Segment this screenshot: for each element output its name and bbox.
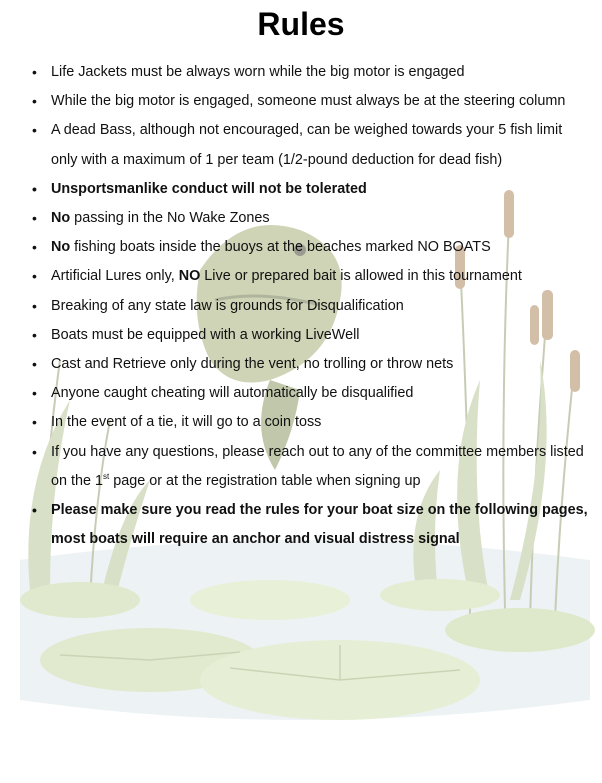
rule-item: • Anyone caught cheating will automatically be disqualified xyxy=(32,379,592,408)
rule-item: • While the big motor is engaged, someone must always be at the steering column xyxy=(32,87,592,116)
rule-item: • No passing in the No Wake Zones xyxy=(32,204,592,233)
rule-item: • A dead Bass, although not encouraged, can be weighed towards your 5 fish limit only with a maximum of 1 per team (1/2-pound deduction for dead fish) xyxy=(32,116,592,174)
page-title: Rules xyxy=(257,6,345,42)
rules-list xyxy=(32,58,592,554)
rule-item: • In the event of a tie, it will go to a coin toss xyxy=(32,408,592,437)
rule-item: • Please make sure you read the rules for your boat size on the following pages, most boats will require an anchor and visual distress signal xyxy=(32,496,592,554)
rule-item: • Boats must be equipped with a working LiveWell xyxy=(32,321,592,350)
rule-item: • Artificial Lures only, NO Live or prepared bait is allowed in this tournament xyxy=(32,262,592,291)
rule-item: • Breaking of any state law is grounds for Disqualification xyxy=(32,292,592,321)
rule-item: • Cast and Retrieve only during the vent, no trolling or throw nets xyxy=(32,350,592,379)
rule-item: • Life Jackets must be always worn while the big motor is engaged xyxy=(32,58,592,87)
rule-item: • If you have any questions, please reach out to any of the committee members listed on the 1st page or at the registration table when signing up xyxy=(32,438,592,496)
rule-item: • No fishing boats inside the buoys at the beaches marked NO BOATS xyxy=(32,233,592,262)
rule-item: • Unsportsmanlike conduct will not be tolerated xyxy=(32,175,592,204)
